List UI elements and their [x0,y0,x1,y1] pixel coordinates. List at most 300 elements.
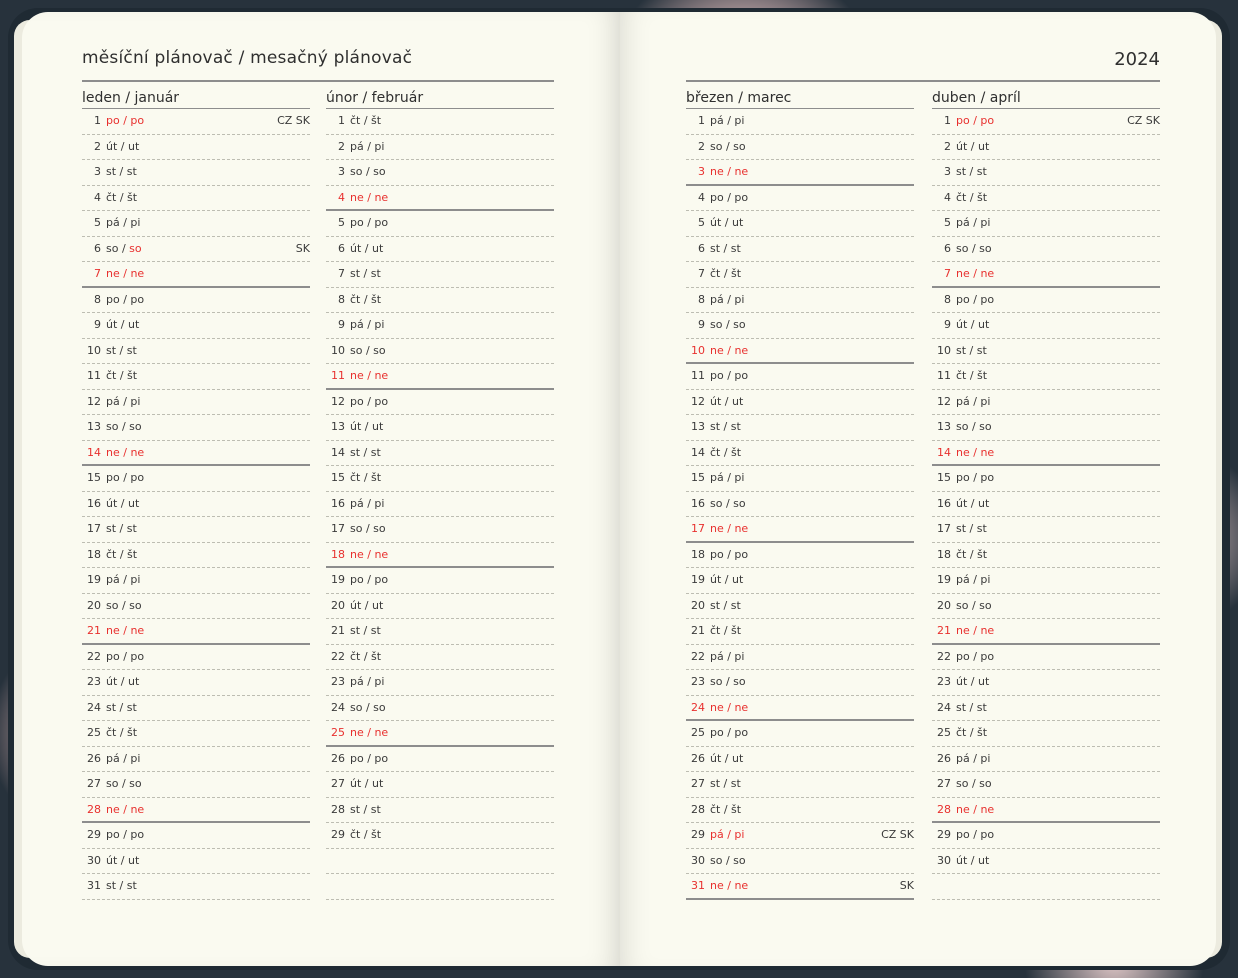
day-row[interactable] [326,237,554,263]
day-number: 1 [338,114,345,127]
day-number: 23 [691,675,705,688]
day-number: 16 [691,496,705,510]
day-row[interactable] [326,543,554,569]
day-row[interactable] [326,211,554,237]
day-name: po / po [710,547,749,561]
day-number: 10 [87,343,101,357]
page-title: měsíční plánovač / mesačný plánovač [82,48,413,68]
day-row[interactable] [326,415,554,441]
day-name: pá / pi [956,394,991,408]
day-row[interactable] [82,313,310,339]
day-number: 5 [338,216,345,229]
day-row[interactable] [932,594,1160,620]
day-number: 10 [331,343,345,357]
day-number: 7 [338,267,345,280]
day-row[interactable] [326,262,554,288]
day-name: po / po [350,751,389,765]
day-name: po / po [956,649,995,663]
day-name: po / po [956,292,995,306]
day-row[interactable] [932,160,1160,186]
day-number: 11 [691,369,705,382]
day-name: út / ut [956,318,990,331]
day-row[interactable] [82,466,310,492]
day-number: 16 [331,496,345,510]
day-row[interactable] [82,823,310,849]
day-row[interactable] [82,390,310,416]
day-row[interactable] [326,823,554,849]
day-number: 9 [94,318,101,331]
day-name: po / po [956,471,995,484]
day-row[interactable] [686,670,914,696]
day-name: čt / št [956,726,988,739]
day-row[interactable] [82,568,310,594]
day-row[interactable] [326,645,554,671]
day-name: ne / ne [350,547,389,561]
day-number: 28 [331,802,345,816]
day-name: út / ut [350,241,384,255]
day-name: po / po [710,369,749,382]
day-number: 17 [331,522,345,535]
day-number: 18 [331,547,345,561]
day-row[interactable] [82,441,310,467]
day-name: pá / pi [106,394,141,408]
day-name: pá / pi [956,216,991,229]
day-name: čt / št [956,369,988,382]
day-row[interactable] [82,237,310,263]
day-row[interactable] [686,543,914,569]
day-number: 10 [937,343,951,357]
day-row[interactable] [82,415,310,441]
day-name: po / po [106,471,145,484]
day-number: 22 [87,649,101,663]
day-row[interactable] [326,466,554,492]
year-label: 2024 [1114,49,1160,70]
day-number: 16 [937,496,951,510]
day-name: so / so [710,675,746,688]
day-number: 27 [691,777,705,790]
day-name: st / st [710,241,741,255]
day-row[interactable] [686,696,914,722]
day-number: 11 [331,369,345,382]
day-name: st / st [106,700,137,714]
day-number: 26 [937,751,951,765]
day-name: so / so [710,853,746,867]
day-row[interactable] [932,849,1160,875]
holiday-note: CZ SK [277,114,310,127]
day-name: út / ut [350,598,384,612]
day-name: st / st [350,624,381,637]
day-name: čt / št [350,471,382,484]
day-name: st / st [350,802,381,816]
day-name: čt / št [350,292,382,306]
day-number: 1 [94,114,101,127]
day-number: 3 [338,165,345,178]
day-number: 29 [691,828,705,841]
day-number: 19 [691,573,705,586]
day-row[interactable] [932,135,1160,161]
day-number: 4 [698,190,705,204]
day-row[interactable] [82,492,310,518]
day-row[interactable] [82,211,310,237]
day-row[interactable] [82,747,310,773]
day-name: čt / št [956,190,988,204]
day-name: po / po [106,828,145,841]
day-number: 6 [94,241,101,255]
day-number: 2 [698,139,705,153]
day-name: út / ut [106,139,140,153]
day-name: pá / pi [106,573,141,586]
day-number: 11 [937,369,951,382]
day-name: so / so [350,522,386,535]
day-name: čt / št [710,445,742,459]
day-number: 19 [87,573,101,586]
day-row[interactable] [82,339,310,365]
day-row[interactable] [82,619,310,645]
day-number: 30 [937,853,951,867]
day-row[interactable] [82,849,310,875]
day-row[interactable] [82,721,310,747]
day-name: út / ut [956,853,990,867]
day-row[interactable] [686,364,914,390]
day-name: ne / ne [710,522,749,535]
day-row[interactable] [932,441,1160,467]
day-row[interactable] [932,415,1160,441]
day-number: 2 [338,139,345,153]
day-name: čt / št [350,649,382,663]
day-number: 10 [691,343,705,357]
day-number: 5 [944,216,951,229]
day-name: čt / št [710,802,742,816]
day-number: 28 [937,802,951,816]
day-name: pá / pi [710,828,745,841]
day-row[interactable] [932,339,1160,365]
holiday-note: CZ SK [881,828,914,841]
day-row[interactable] [326,874,554,900]
day-row[interactable] [686,823,914,849]
day-name: so / so [350,700,386,714]
day-row[interactable] [326,441,554,467]
day-row[interactable] [82,772,310,798]
day-row[interactable] [686,186,914,212]
day-row[interactable] [932,696,1160,722]
day-row[interactable] [932,619,1160,645]
day-number: 15 [331,471,345,484]
day-name: čt / št [710,624,742,637]
day-row[interactable] [686,237,914,263]
day-row[interactable] [932,364,1160,390]
day-row[interactable] [82,798,310,824]
day-row[interactable] [326,186,554,212]
day-row[interactable] [82,288,310,314]
day-name: pá / pi [710,114,745,127]
day-row[interactable] [686,619,914,645]
day-number: 27 [331,777,345,790]
day-row[interactable] [686,288,914,314]
day-number: 26 [691,751,705,765]
day-row[interactable] [326,670,554,696]
day-row[interactable] [686,466,914,492]
day-number: 24 [331,700,345,714]
day-name: pá / pi [350,139,385,153]
day-name: čt / št [710,267,742,280]
day-row[interactable] [326,160,554,186]
day-row[interactable] [326,492,554,518]
day-row[interactable] [932,721,1160,747]
day-row[interactable] [686,747,914,773]
day-name: út / ut [710,751,744,765]
day-row[interactable] [82,517,310,543]
day-name: so / so [106,420,142,433]
day-name: út / ut [956,496,990,510]
day-row[interactable] [932,237,1160,263]
day-name: so / so [350,165,386,178]
day-row[interactable] [932,874,1160,900]
day-row[interactable] [932,670,1160,696]
day-name: út / ut [106,496,140,510]
day-row[interactable] [326,619,554,645]
day-number: 19 [937,573,951,586]
day-row[interactable] [326,772,554,798]
day-number: 18 [937,547,951,561]
day-name: pá / pi [710,649,745,663]
day-number: 29 [331,828,345,841]
day-row[interactable] [326,696,554,722]
day-number: 22 [937,649,951,663]
day-number: 3 [944,165,951,178]
day-number: 4 [94,190,101,204]
day-row[interactable] [686,645,914,671]
day-name: ne / ne [710,343,749,357]
day-number: 27 [937,777,951,790]
day-number: 7 [94,267,101,280]
day-row[interactable] [686,492,914,518]
day-row[interactable] [932,211,1160,237]
day-row[interactable] [326,568,554,594]
day-row[interactable] [326,849,554,875]
day-row[interactable] [326,313,554,339]
day-row[interactable] [932,568,1160,594]
day-number: 15 [937,471,951,484]
day-row[interactable] [686,160,914,186]
day-number: 7 [698,267,705,280]
day-name: st / st [710,598,741,612]
day-name: pá / pi [350,318,385,331]
day-row[interactable] [326,390,554,416]
holiday-note: CZ SK [1127,114,1160,127]
month-february [326,88,554,900]
day-number: 14 [691,445,705,459]
day-row[interactable] [686,339,914,365]
day-number: 21 [691,624,705,637]
day-name: ne / ne [350,726,389,739]
day-number: 21 [937,624,951,637]
month-january [82,88,310,900]
day-name: čt / št [106,369,138,382]
day-number: 2 [94,139,101,153]
day-name: pá / pi [350,675,385,688]
day-row[interactable] [686,849,914,875]
day-number: 13 [937,420,951,433]
day-row[interactable] [932,262,1160,288]
day-number: 24 [937,700,951,714]
day-row[interactable] [326,288,554,314]
day-name: čt / št [350,828,382,841]
day-name: st / st [106,522,137,535]
day-name: ne / ne [956,267,995,280]
day-row[interactable] [686,772,914,798]
day-row[interactable] [82,670,310,696]
day-number: 24 [691,700,705,714]
day-row[interactable] [686,517,914,543]
day-name: út / ut [710,394,744,408]
day-row[interactable] [932,645,1160,671]
month-name: leden / január [82,88,310,109]
day-name: pá / pi [710,471,745,484]
day-number: 14 [937,445,951,459]
day-row[interactable] [932,390,1160,416]
day-row[interactable] [82,262,310,288]
day-row[interactable] [686,874,914,900]
day-number: 23 [331,675,345,688]
day-name: po / po [956,114,995,127]
day-number: 5 [698,216,705,229]
day-name: po / po [106,649,145,663]
day-name: so / so [956,777,992,790]
day-number: 27 [87,777,101,790]
day-row[interactable] [932,186,1160,212]
day-row[interactable] [932,466,1160,492]
holiday-note: SK [899,879,914,892]
month-april [932,88,1160,900]
day-name: út / ut [350,777,384,790]
day-number: 30 [691,853,705,867]
day-row[interactable] [82,696,310,722]
day-row[interactable] [932,772,1160,798]
day-row[interactable] [82,543,310,569]
day-row[interactable] [686,109,914,135]
day-row[interactable] [82,594,310,620]
month-name: březen / marec [686,88,914,109]
day-number: 25 [691,726,705,739]
day-number: 1 [944,114,951,127]
day-row[interactable] [932,313,1160,339]
day-name: čt / št [106,726,138,739]
day-row[interactable] [82,186,310,212]
day-name: po / po [106,114,145,127]
day-row[interactable] [686,441,914,467]
day-name: ne / ne [710,700,749,714]
day-row[interactable] [326,339,554,365]
day-row[interactable] [82,160,310,186]
day-row[interactable] [82,645,310,671]
title-rule-left [82,80,554,82]
day-row[interactable] [686,313,914,339]
day-row[interactable] [326,747,554,773]
day-name: st / st [956,700,987,714]
day-number: 15 [691,471,705,484]
day-row[interactable] [932,288,1160,314]
day-number: 6 [338,241,345,255]
day-number: 26 [87,751,101,765]
day-row[interactable] [686,390,914,416]
day-name: út / ut [106,853,140,867]
day-number: 13 [691,420,705,433]
day-number: 5 [94,216,101,229]
day-row[interactable] [686,568,914,594]
day-name: st / st [106,343,137,357]
day-row[interactable] [932,543,1160,569]
day-row[interactable] [326,721,554,747]
day-row[interactable] [82,109,310,135]
day-name: st / st [350,267,381,280]
day-number: 8 [338,292,345,306]
day-name: ne / ne [956,802,995,816]
day-row[interactable] [932,798,1160,824]
day-number: 9 [698,318,705,331]
day-row[interactable] [686,135,914,161]
day-row[interactable] [932,109,1160,135]
day-row[interactable] [686,415,914,441]
day-name: po / po [350,216,389,229]
day-row[interactable] [686,798,914,824]
day-row[interactable] [932,823,1160,849]
day-number: 13 [87,420,101,433]
day-name: ne / ne [106,802,145,816]
day-number: 8 [698,292,705,306]
day-number: 1 [698,114,705,127]
day-name: út / ut [106,318,140,331]
day-number: 28 [691,802,705,816]
day-row[interactable] [326,517,554,543]
title-rule-right [686,80,1160,82]
day-row[interactable] [686,262,914,288]
day-row[interactable] [686,211,914,237]
day-name: pá / pi [956,751,991,765]
day-number: 6 [944,241,951,255]
day-row[interactable] [82,364,310,390]
day-row[interactable] [326,364,554,390]
day-row[interactable] [686,594,914,620]
day-number: 8 [944,292,951,306]
day-name: st / st [956,522,987,535]
day-name: ne / ne [710,879,749,892]
day-name: út / ut [956,675,990,688]
day-name: ne / ne [350,190,389,204]
day-row[interactable] [326,594,554,620]
day-number: 20 [937,598,951,612]
day-number: 22 [331,649,345,663]
day-row[interactable] [326,109,554,135]
day-number: 12 [691,394,705,408]
day-number: 9 [338,318,345,331]
day-number: 19 [331,573,345,586]
day-row[interactable] [82,135,310,161]
month-name: únor / február [326,88,554,109]
day-row[interactable] [932,747,1160,773]
day-row[interactable] [932,492,1160,518]
day-row[interactable] [326,135,554,161]
day-number: 26 [331,751,345,765]
day-name: so / so [106,777,142,790]
day-number: 20 [87,598,101,612]
day-number: 17 [87,522,101,535]
day-number: 12 [937,394,951,408]
day-row[interactable] [326,798,554,824]
day-row[interactable] [82,874,310,900]
day-row[interactable] [932,517,1160,543]
day-row[interactable] [686,721,914,747]
day-number: 25 [331,726,345,739]
